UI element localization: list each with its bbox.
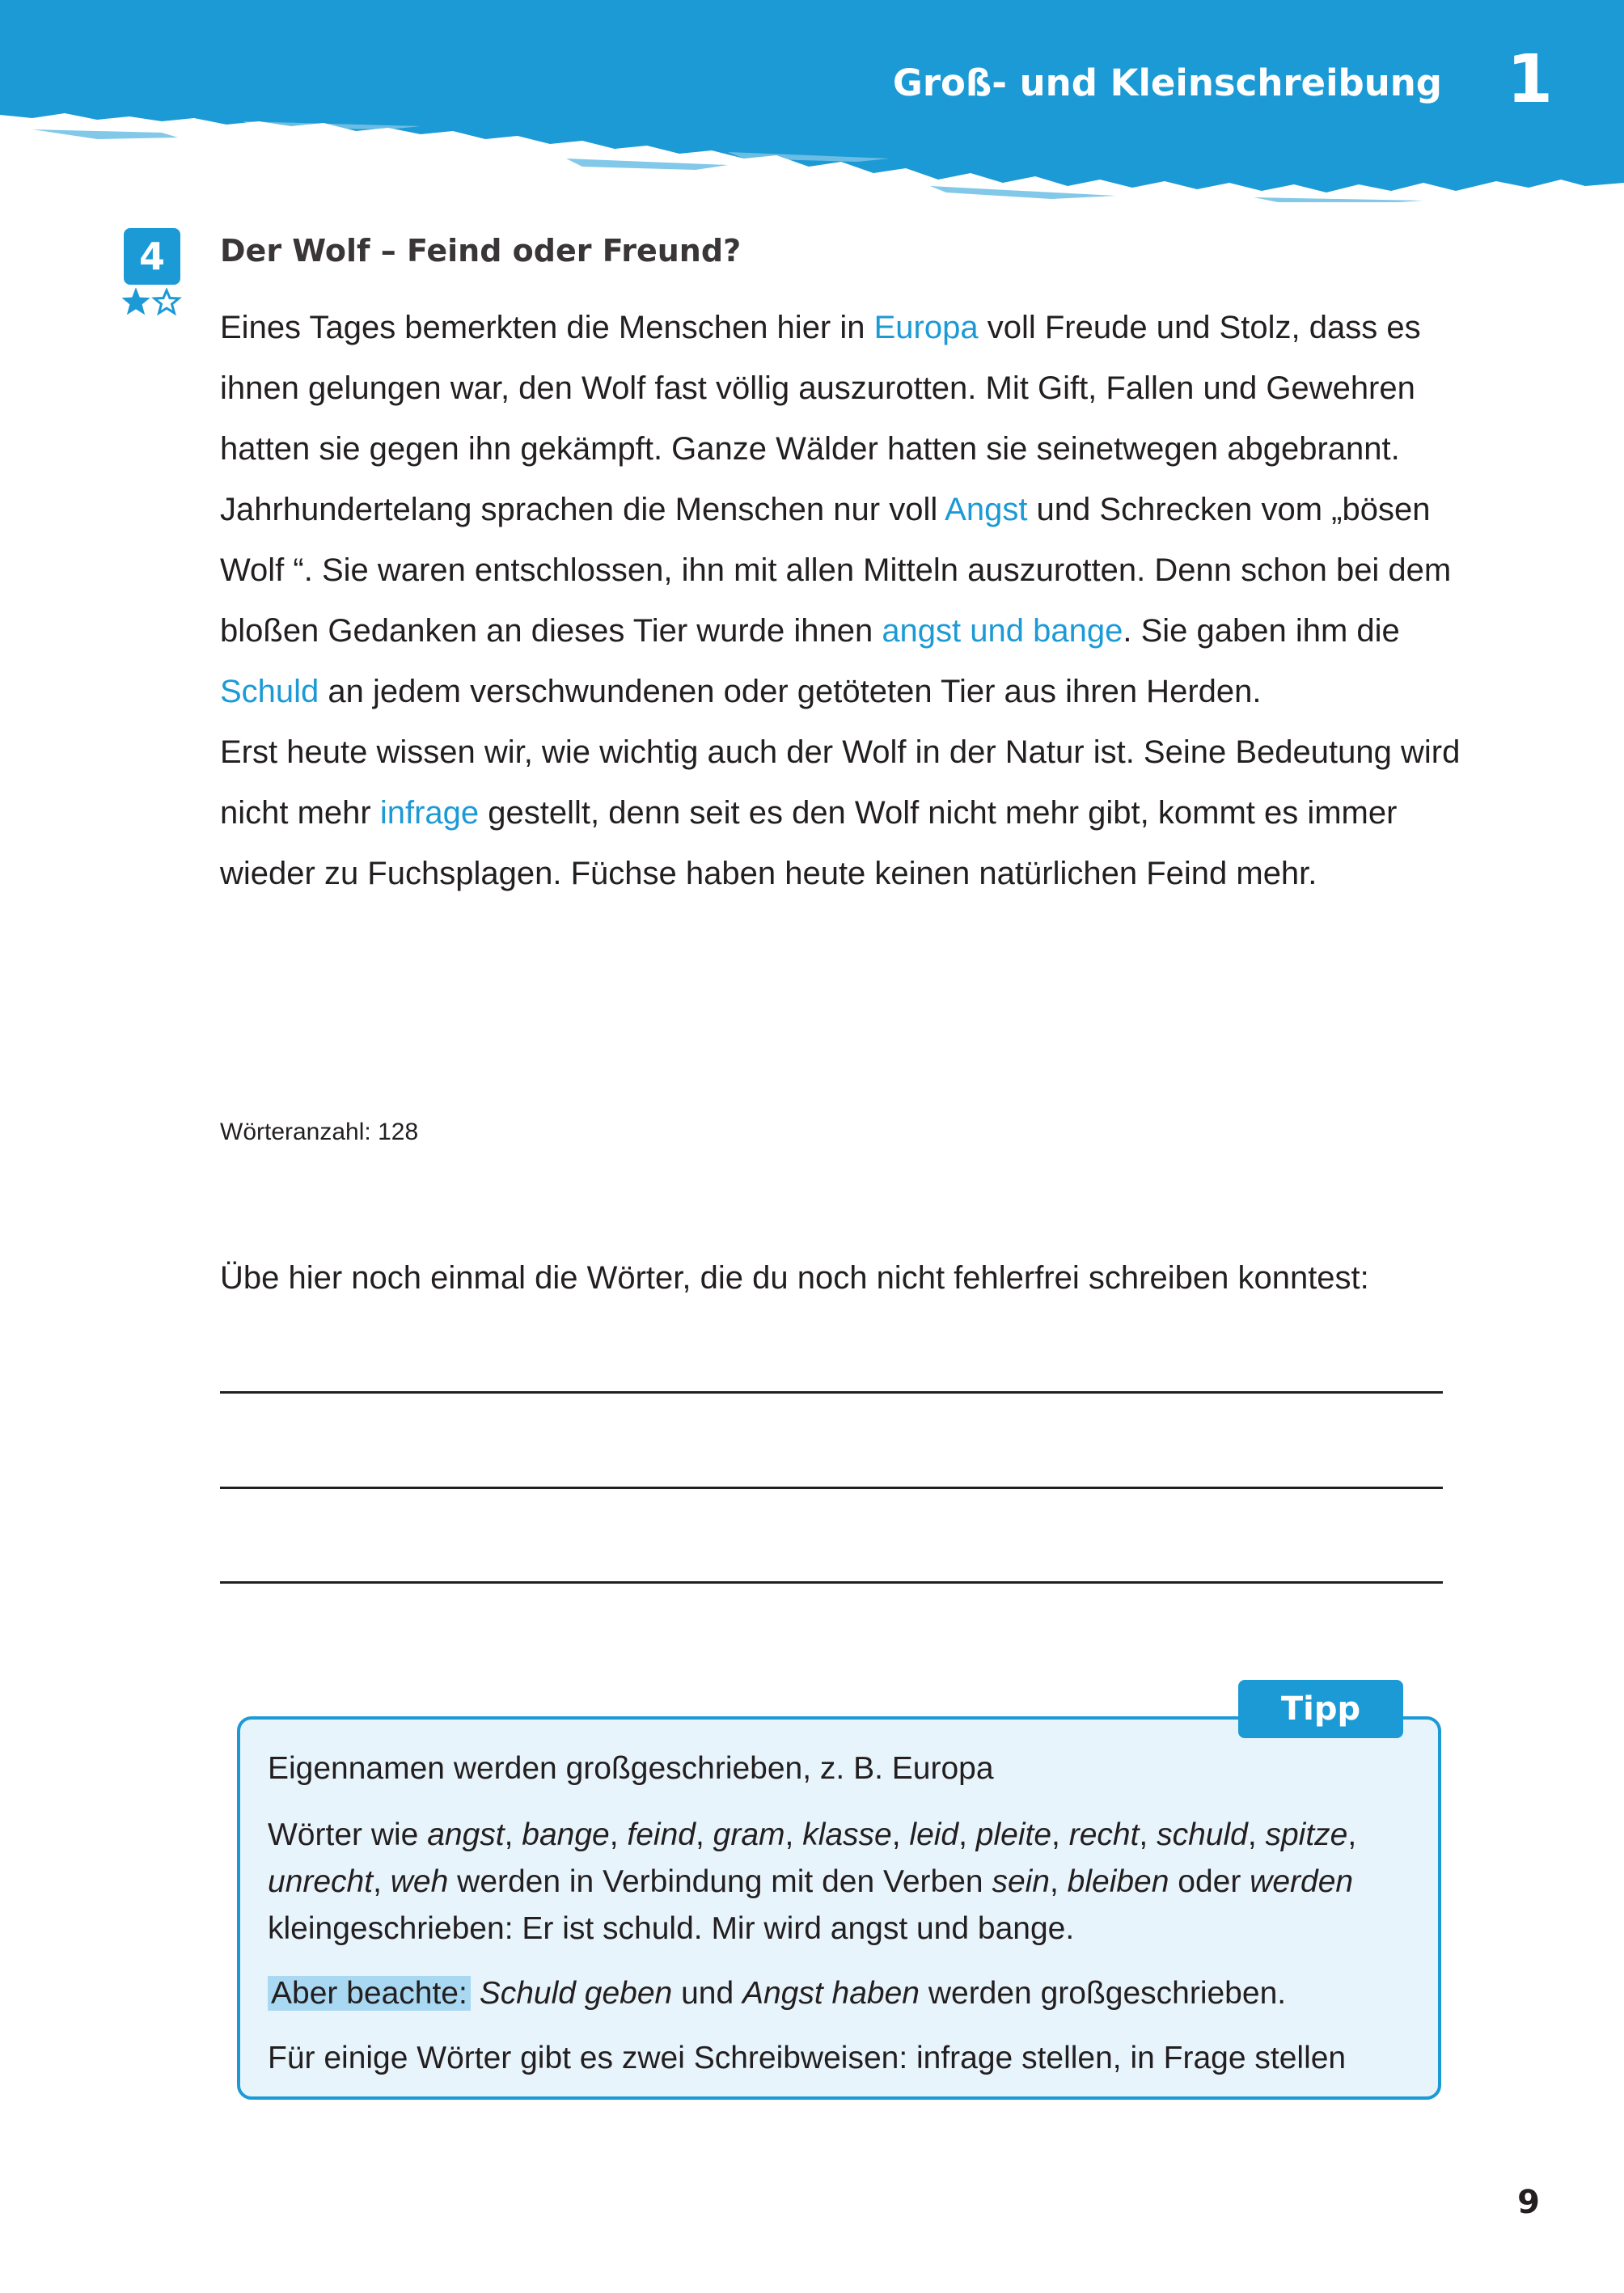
tip-rule: Aber beachte: Schuld geben und Angst haben werden großgeschrieben. xyxy=(268,1970,1432,2017)
star-outline-icon xyxy=(154,290,179,313)
writing-line[interactable] xyxy=(220,1391,1443,1394)
highlighted-word: Europa xyxy=(873,310,979,345)
page-number: 9 xyxy=(1517,2184,1540,2221)
tip-rule: Eigennamen werden großgeschrieben, z. B. Europa xyxy=(268,1751,994,1786)
story-paragraph: Eines Tages bemerkten die Menschen hier in Europa voll Freude und Stolz, dass es ihnen gelungen war, den Wolf fast völlig auszurotten. Mit Gift, Fallen und Gewehren hatten sie gegen ihn gekämpft. Ganze Wälder hatten sie seinetwegen abgebrannt. xyxy=(220,310,1421,467)
difficulty-stars xyxy=(122,288,182,315)
word-count: Wörteranzahl: 128 xyxy=(220,1119,419,1145)
chapter-banner xyxy=(0,0,1624,202)
story-paragraph: Erst heute wissen wir, wie wichtig auch der Wolf in der Natur ist. Seine Bedeutung wird nicht mehr infrage gestellt, denn seit es den Wolf nicht mehr gibt, kommt es immer wieder zu Fuchsplagen. Füchse haben heute keinen natürlichen Feind mehr. xyxy=(220,734,1461,891)
chapter-title: Groß- und Kleinschreibung xyxy=(892,61,1442,104)
highlighted-word: Angst xyxy=(945,492,1028,527)
tip-rule: Für einige Wörter gibt es zwei Schreibweisen: infrage stellen, in Frage stellen xyxy=(268,2041,1347,2075)
writing-line[interactable] xyxy=(220,1487,1443,1489)
star-filled-icon xyxy=(124,290,148,313)
tip-rule: Wörter wie angst, bange, feind, gram, klasse, leid, pleite, recht, schuld, spitze, unrecht, weh werden in Verbindung mit den Verben sein, bleiben oder werden kleingeschrieben: Er ist schuld. Mir wird angst und bange. xyxy=(268,1817,1357,1946)
highlighted-word: angst und bange xyxy=(882,613,1123,649)
story-paragraph: Jahrhundertelang sprachen die Menschen nur voll Angst und Schrecken vom „bösen Wolf “. Sie waren entschlossen, ihn mit allen Mitteln auszurotten. Denn schon bei dem bloßen Gedanken an dieses Tier wurde ihnen angst und bange. Sie gaben ihm die Schuld an jedem verschwundenen oder getöteten Tier aus ihren Herden. xyxy=(220,492,1452,709)
practice-prompt: Übe hier noch einmal die Wörter, die du noch nicht fehlerfrei schreiben konntest: xyxy=(220,1260,1369,1296)
writing-line[interactable] xyxy=(220,1581,1443,1584)
tip-content xyxy=(268,1745,1432,2100)
dictation-text xyxy=(220,298,1474,904)
highlighted-word: Schuld xyxy=(220,674,319,709)
tip-label: Tipp xyxy=(1238,1680,1403,1738)
chapter-number: 1 xyxy=(1506,41,1553,118)
highlight-marker: Aber beachte: xyxy=(268,1976,471,2011)
task-number-badge: 4 xyxy=(124,228,180,285)
highlighted-word: infrage xyxy=(379,795,480,831)
task-title: Der Wolf – Feind oder Freund? xyxy=(220,233,742,269)
